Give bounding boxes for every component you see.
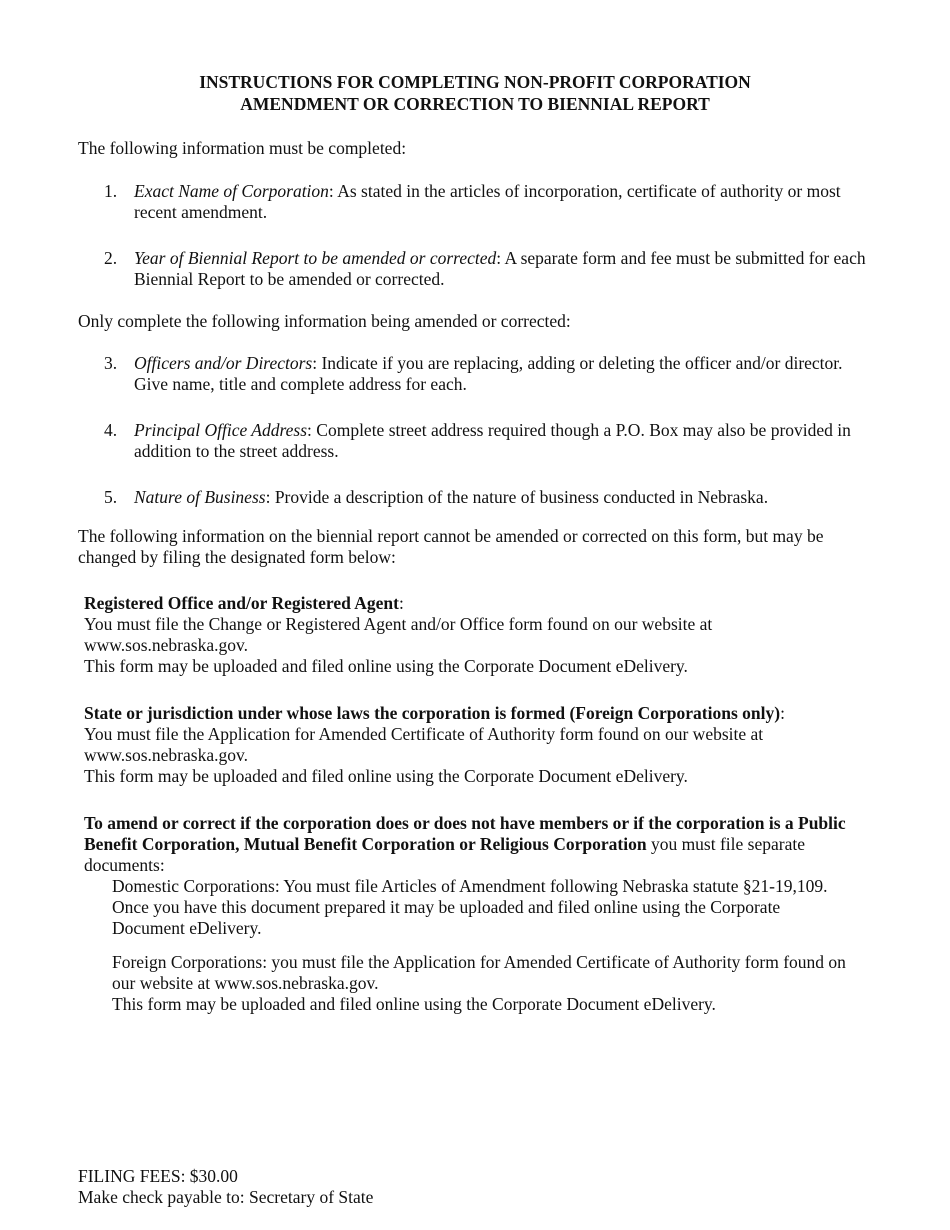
document-title (0, 71, 950, 115)
item-text (134, 181, 874, 223)
foreign-corporations-text: Foreign Corporations: you must file the Application for Amended Certificate of Authority form found on our website at www.sos.nebraska.gov. This form may be uploaded and filed online using the Corporate Document eDelivery. (112, 952, 846, 1014)
fee-amount: FILING FEES: $30.00 (78, 1166, 238, 1186)
intro-optional: Only complete the following information being amended or corrected: (78, 311, 571, 331)
section-line: You must file the Change or Registered Agent and/or Office form found on our website at (84, 614, 713, 634)
title-line-2: AMENDMENT OR CORRECTION TO BIENNIAL REPORT (240, 94, 710, 114)
item-number: 4. (104, 420, 118, 440)
payable-to: Make check payable to: Secretary of State (78, 1187, 374, 1207)
section-line: This form may be uploaded and filed online using the Corporate Document eDelivery. (84, 656, 688, 676)
item-text (134, 248, 874, 290)
item-text (134, 487, 874, 508)
item-term: Officers and/or Directors (134, 353, 313, 373)
item-number: 3. (104, 353, 118, 373)
section-line: This form may be uploaded and filed online using the Corporate Document eDelivery. (84, 766, 688, 786)
item-text (134, 353, 874, 395)
item-term: Principal Office Address (134, 420, 308, 440)
item-desc: : Provide a description of the nature of business conducted in Nebraska. (265, 487, 769, 507)
section-jurisdiction: State or jurisdiction under whose laws the corporation is formed (Foreign Corporations only): You must file the Application for Amended Certificate of Authority form found on our website at www.sos.nebraska.gov. This form may be uploaded and filed online using the Corporate Document eDelivery. (84, 703, 874, 787)
section-registered-office: Registered Office and/or Registered Agent: You must file the Change or Registered Agent and/or Office form found on our website at www.sos.nebraska.gov. This form may be uploaded and filed online using the Corporate Document eDelivery. (84, 593, 874, 677)
domestic-corporations-text: Domestic Corporations: You must file Articles of Amendment following Nebraska statute §21-19,109. Once you have this document prepared it may be uploaded and filed online using the Corporate Document eDelivery. (112, 876, 828, 938)
section-heading: State or jurisdiction under whose laws the corporation is formed (Foreign Corporations only) (84, 703, 781, 723)
intro-cannot-amend: The following information on the biennial report cannot be amended or corrected on this form, but may be changed by filing the designated form below: (78, 526, 824, 567)
section-heading: Registered Office and/or Registered Agent (84, 593, 399, 613)
section-heading: To amend or correct if the corporation does or does not have members or if the corporation is a Public Benefit Corporation, Mutual Benefit Corporation or Religious Corporation (84, 813, 846, 854)
item-desc: : Complete street address required though a P.O. Box may also be provided in addition to the street address. (134, 420, 851, 461)
item-text (134, 420, 874, 462)
item-term: Exact Name of Corporation (134, 181, 329, 201)
section-line: you must file separate documents: (84, 834, 805, 875)
website-text: www.sos.nebraska.gov. (84, 745, 248, 765)
section-line: You must file the Application for Amended Certificate of Authority form found on our website at (84, 724, 764, 744)
item-desc: : A separate form and fee must be submitted for each Biennial Report to be amended or corrected. (134, 248, 866, 289)
item-term: Year of Biennial Report to be amended or corrected (134, 248, 497, 268)
item-desc: : Indicate if you are replacing, adding or deleting the officer and/or director. Give name, title and complete address for each. (134, 353, 843, 394)
filing-fees (78, 1166, 878, 1208)
section-amend (84, 813, 874, 876)
item-term: Nature of Business (134, 487, 266, 507)
intro-required: The following information must be completed: (78, 138, 407, 158)
website-text: www.sos.nebraska.gov. (84, 635, 248, 655)
title-line-1: INSTRUCTIONS FOR COMPLETING NON-PROFIT CORPORATION (199, 72, 751, 92)
item-number: 1. (104, 181, 118, 201)
item-number: 2. (104, 248, 118, 268)
item-desc: : As stated in the articles of incorporation, certificate of authority or most recent amendment. (134, 181, 841, 222)
item-number: 5. (104, 487, 118, 507)
